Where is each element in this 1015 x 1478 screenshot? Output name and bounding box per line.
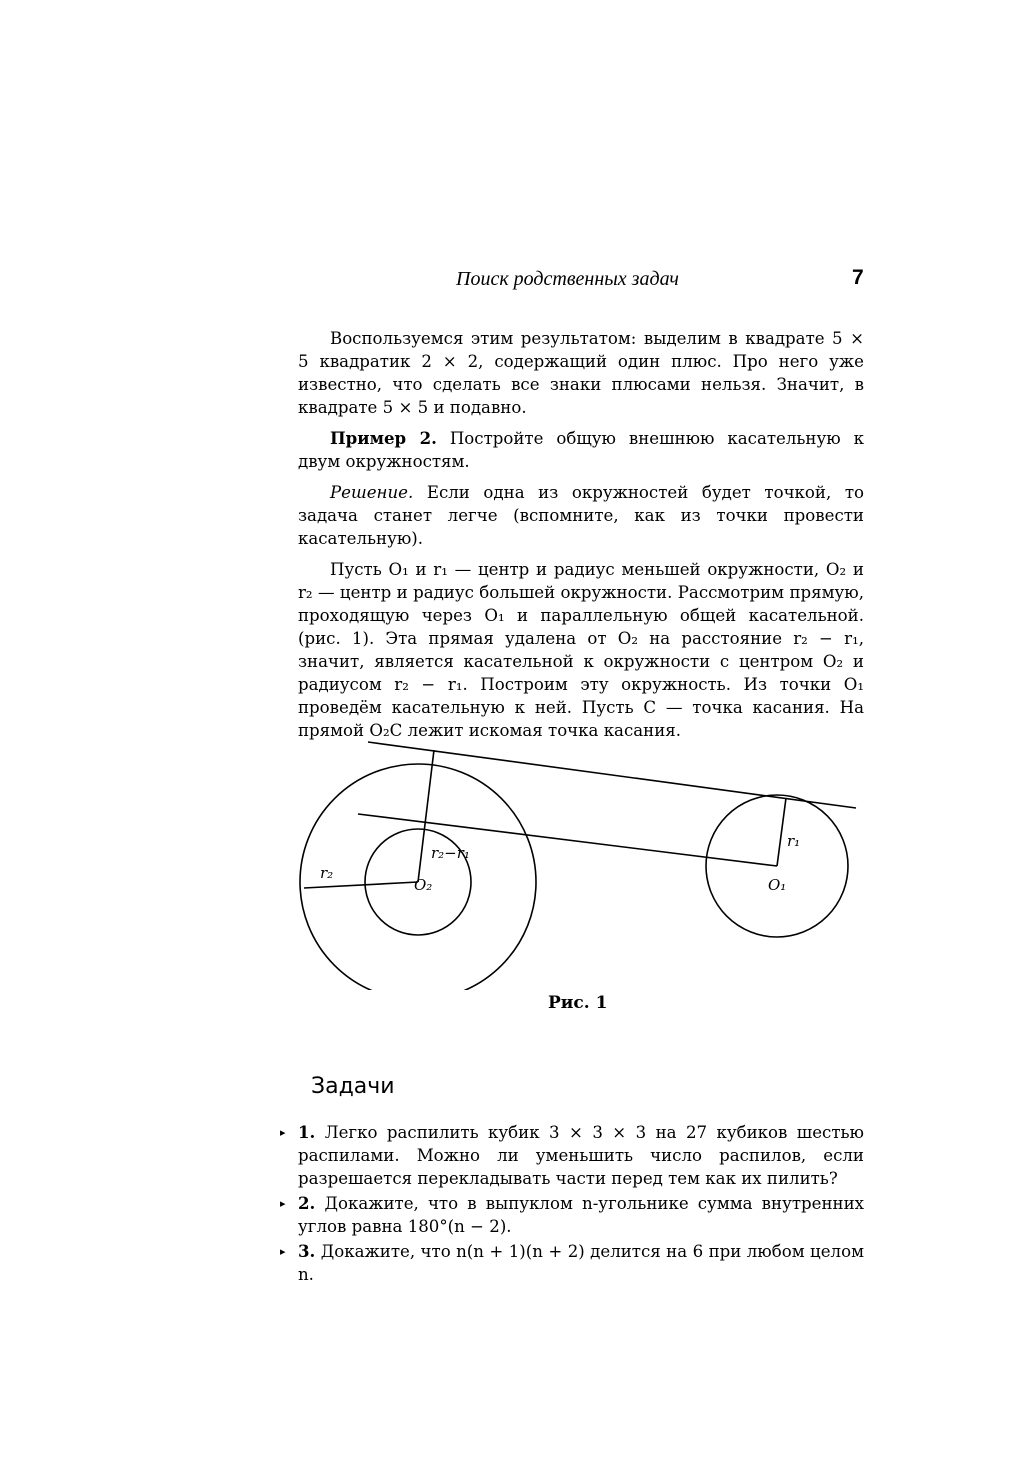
paragraph: Воспользуемся этим результатом: выделим в квадрате 5 × 5 квадратик 2 × 2, содержащий один плюс. Про него уже известно, что сделать все знаки плюсами нельзя. Значит, в квадрате 5 × 5 и подавно. [298,329,864,417]
triangle-marker-icon: ▸ [280,1126,286,1139]
label-o1: O₁ [768,876,787,894]
page-number: 7 [852,266,864,289]
main-text [298,327,864,750]
task-number: 2. [298,1193,316,1213]
task-item [280,1121,864,1190]
radius-o2-to-tangent-point [418,750,434,882]
example-label: Пример 2. [330,428,437,448]
solution-label: Решение. [330,483,414,502]
label-o2: O₂ [414,876,433,894]
label-r2-minus-r1: r₂−r₁ [431,844,470,862]
task-number: 1. [298,1122,316,1142]
solution-text: Если одна из окружностей будет точкой, то задача станет легче (вспомните, как из точки провести касательную). [298,483,864,548]
task-item [280,1192,864,1238]
radius-r2-segment [304,882,418,888]
triangle-marker-icon: ▸ [280,1197,286,1210]
figure-tangent-construction [290,730,870,990]
triangle-marker-icon: ▸ [280,1245,286,1258]
task-item [280,1240,864,1286]
label-r1: r₁ [787,832,801,850]
paragraph: Пусть O₁ и r₁ — центр и радиус меньшей окружности, O₂ и r₂ — центр и радиус большей окружности. Рассмотрим прямую, проходящую через O₁ и параллельную общей касательной. (рис. 1). Эта прямая удалена от O₂ на расстояние r₂ − r₁, значит, является касательной к окружности с центром O₂ и радиусом r₂ − r₁. Построим эту окружность. Из точки O₁ проведём касательную к ней. Пусть C — точка касания. На прямой O₂C лежит искомая точка касания. [298,560,864,740]
label-r2: r₂ [320,864,334,882]
figure-caption: Рис. 1 [548,993,608,1013]
example-paragraph [298,427,864,473]
example-text: Постройте общую внешнюю касательную к двум окружностям. [298,429,864,471]
task-text: Докажите, что в выпуклом n-угольнике сумма внутренних углов равна 180°(n − 2). [298,1194,864,1236]
common-external-tangent [368,742,856,808]
task-list [280,1121,864,1288]
radius-r1-segment [777,798,786,866]
solution-paragraph [298,481,864,550]
running-header-title: Поиск родственных задач [456,268,679,290]
task-number: 3. [298,1241,316,1261]
task-text: Легко распилить кубик 3 × 3 × 3 на 27 кубиков шестью распилами. Можно ли уменьшить число распилов, если разрешается перекладывать части перед тем как их пилить? [298,1123,864,1188]
section-title: Задачи [311,1074,395,1099]
task-text: Докажите, что n(n + 1)(n + 2) делится на 6 при любом целом n. [298,1242,864,1284]
